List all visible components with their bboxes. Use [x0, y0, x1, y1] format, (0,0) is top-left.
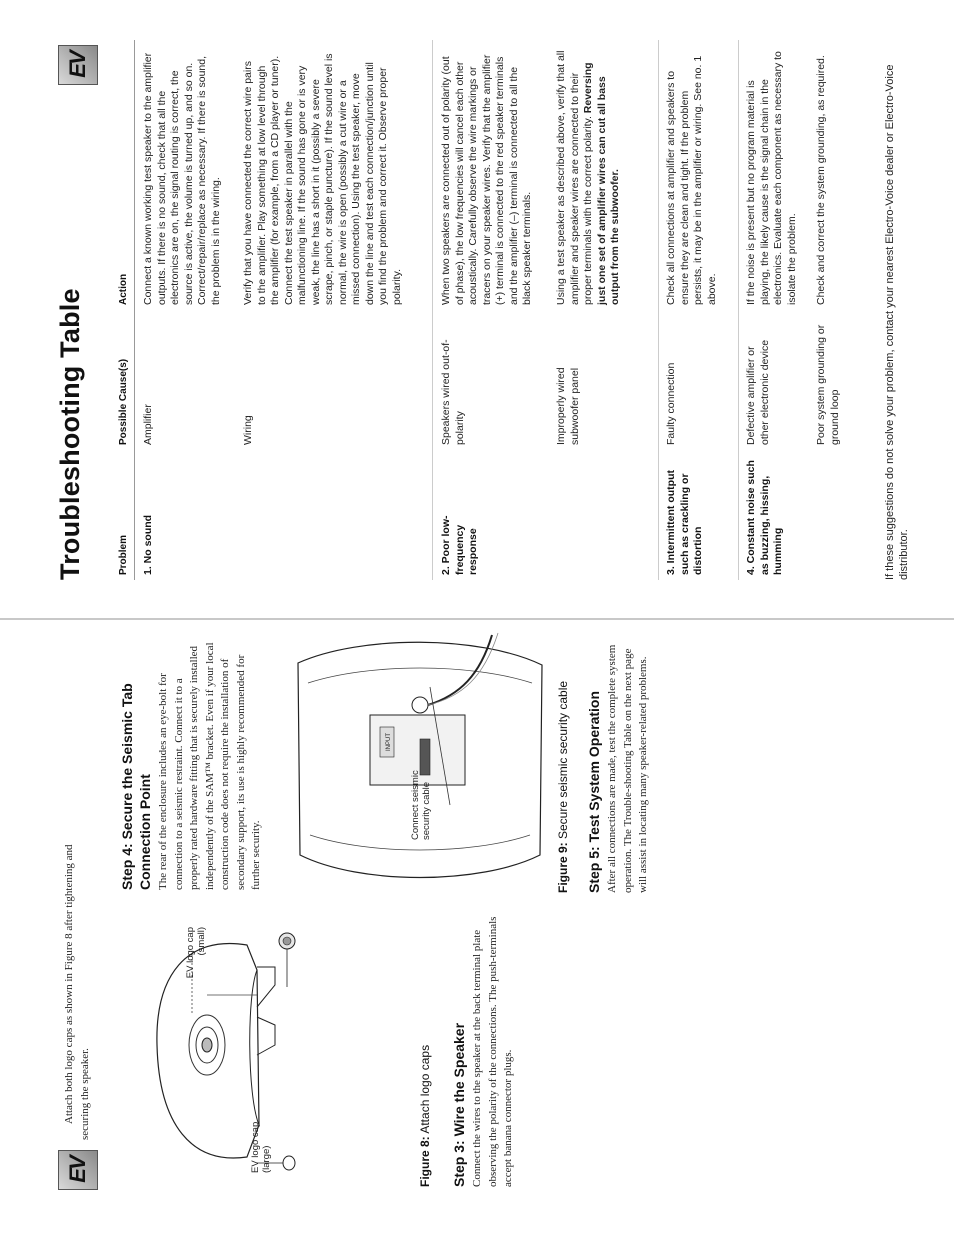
ev-logo-text: EV	[65, 1157, 90, 1183]
figure-9-label: Figure 9:	[556, 842, 570, 893]
row-1b-cause: Wiring	[242, 415, 254, 445]
step-3-body: Connect the wires to the speaker at the back terminal plate observing the polarity of the connections. The push-terminals accept banana connector plugs.	[471, 916, 514, 1187]
callout-ev-logo-cap-small: EV logo cap (small)	[185, 927, 207, 979]
row-2b-action	[555, 50, 623, 305]
intro-text: Attach both logo caps as shown in Figure 8 after tightening and securing the speaker.	[63, 844, 91, 1140]
ev-logo-right	[58, 45, 98, 85]
row-3-cause: Faulty connection	[665, 362, 677, 445]
row-2b-action-bold: Reversing just one set of amplifier wires can cut all bass output from the subwoofer.	[582, 62, 621, 305]
row-1b-action: Verify that you have connected the correct wire pairs to the amplifier. Play something at low level through the amplifier (for example, from a CD player or tuner). Connect the test speaker in parallel with the malfunctioning line. If the sound has gone or is very weak, the line has a short in it (possibly a severe scrape, pinch, or staple puncture). If the sound level is normal, the wire is open (possibly a cut wire or a missed connection). Using the test speaker, move down the line and test each connection/junction until you find the problem and correct it. Observe proper polarity.	[242, 53, 403, 305]
row-1-action: Connect a known working test speaker to the amplifier outputs. If there is no sound, check that all the electronics are on, the signal routing is correct, the source is active, the volume is turned up, and so on. Correct/repair/replace as necessary. If there is sound, the problem is in the wiring.	[142, 52, 222, 305]
step-3-heading: Step 3: Wire the Speaker	[451, 1022, 467, 1187]
row-2-problem: 2. Poor low-frequency response	[440, 515, 479, 575]
figure-9-caption-text: Secure seismic security cable	[556, 680, 570, 843]
row-4-problem: 4. Constant noise such as buzzing, hissing, humming	[745, 460, 784, 575]
row-2-action: When two speakers are connected out of polarity (out of phase), the low frequencies will cancel each other acoustically. Carefully observe the wire markings or tracers on your speaker wires. Verify that the amplifier (+) terminal is connected to the red speaker terminals and the amplifier (–) terminal is connected to all the black speaker terminals.	[440, 54, 533, 305]
header-cause: Possible Cause(s)	[118, 358, 129, 445]
header-action: Action	[118, 273, 129, 305]
callout-seismic-cable: Connect seismic security cable	[410, 770, 432, 840]
row-3-action: Check all connections at amplifier and speakers to ensure they are clean and tight. If the problem persists, it may be in the amplifier or wiring. See no. 1 above.	[665, 55, 718, 305]
row-4b-action: Check and correct the system grounding, as required.	[815, 55, 827, 305]
header-problem: Problem	[118, 534, 129, 575]
step-4-body: The rear of the enclosure includes an eye-bolt for connection to a seismic restraint. Connect it to a properly rated hardware fitting that is securely installed independently of the SAM™ bracket. Even if your local construction code does not require the installation of secondary support, its use is highly recommended for further security.	[157, 642, 262, 890]
row-4b-cause: Poor system grounding or ground loop	[815, 324, 841, 445]
figure-9-caption	[556, 681, 570, 893]
page-divider	[0, 618, 954, 620]
row-2b-cause: Improperly wired subwoofer panel	[555, 367, 581, 445]
step-5-heading: Step 5: Test System Operation	[586, 690, 602, 893]
header-rule	[134, 40, 135, 580]
row-2-cause: Speakers wired out-of-polarity	[440, 339, 466, 445]
step-5-body: After all connections are made, test the complete system operation. The Trouble-shooting Table on the next page will assist in locating many speaker-related problems.	[606, 644, 649, 893]
row-2b-action-text: Using a test speaker as described above, verify that all amplifier and speaker wires are connected to their proper terminals with the correct polarity.	[555, 50, 594, 305]
row-1-cause: Amplifier	[142, 404, 154, 445]
row-4-action: If the noise is present but no program material is playing, the likely cause is the signal chain in the electronics. Evaluate each component as necessary to isolate the problem.	[745, 51, 798, 305]
row-rule-2	[658, 40, 659, 580]
step-4-heading: Step 4: Secure the Seismic Tab Connection Point	[119, 683, 153, 890]
figure-8-caption	[418, 1045, 432, 1187]
figure-8-label: Figure 8:	[418, 1136, 432, 1187]
troubleshooting-title: Troubleshooting Table	[55, 288, 85, 580]
row-rule-3	[738, 40, 739, 580]
callout-leader-line	[420, 685, 480, 815]
ev-logo-text-right: EV	[65, 52, 90, 78]
callout-ev-logo-cap-large: EV logo cap (large)	[250, 1121, 272, 1173]
row-rule-1	[432, 40, 433, 580]
footer-note: If these suggestions do not solve your problem, contact your nearest Electro-Voice dealer or Electro-Voice distributor.	[884, 64, 910, 580]
ev-logo-left	[58, 1150, 98, 1190]
figure-8-caption-text: Attach logo caps	[418, 1044, 432, 1137]
figure-9-panel-label: INPUT	[386, 733, 392, 751]
row-4-cause: Defective amplifier or other electronic device	[745, 339, 771, 445]
row-1-problem: 1. No sound	[142, 514, 154, 575]
row-3-problem: 3. Intermittent output such as crackling or distortion	[665, 470, 704, 575]
